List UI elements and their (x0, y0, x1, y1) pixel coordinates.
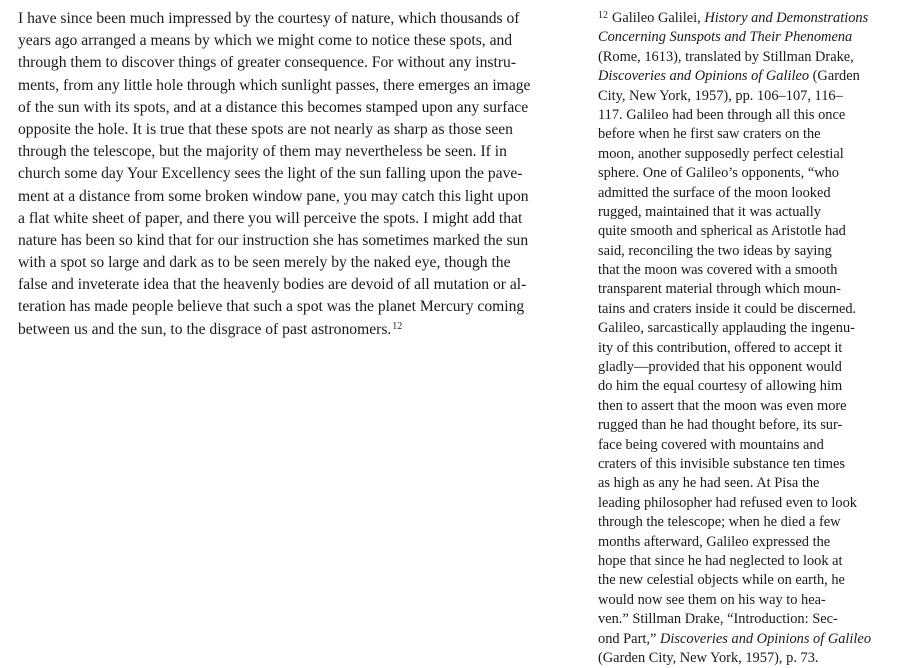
footnote-line: before when he first saw craters on the (598, 126, 821, 143)
footnote-segment: (Garden (809, 68, 860, 85)
footnote-line: said, reconciling the two ideas by saying (598, 242, 832, 259)
main-text-line: with a spot so large and dark as to be seen merely by the naked eye, though the (18, 254, 511, 272)
footnote-line: leading philosopher had refused even to look (598, 494, 857, 511)
main-text-column (18, 8, 566, 341)
footnote-line: face being covered with mountains and (598, 436, 824, 453)
footnote-line: City, New York, 1957), pp. 106–107, 116– (598, 87, 843, 104)
footnote-number: 12 (598, 10, 608, 21)
footnote-line: do him the equal courtesy of allowing him (598, 378, 843, 395)
footnote-reference[interactable]: 12 (392, 320, 403, 332)
footnote-line: rugged than he had thought before, its sur- (598, 417, 843, 434)
footnote-line (598, 28, 898, 47)
footnote-line: the new celestial objects while on earth, he (598, 572, 845, 589)
main-text-line: ments, from any little hole through which sunlight passes, there emerges an image (18, 76, 531, 94)
footnote-line: sphere. One of Galileo’s opponents, “who (598, 165, 839, 182)
footnote-line: months afterward, Galileo expressed the (598, 533, 831, 550)
main-text-line: ment at a distance from some broken window pane, you may catch this light upon (18, 187, 529, 205)
footnote-line: ity of this contribution, offered to accept it (598, 339, 843, 356)
footnote-book-title-italic: Discoveries and Opinions of Galileo (659, 630, 872, 647)
footnote-line-with-title (598, 630, 898, 649)
footnote-line: hope that since he had neglected to look at (598, 552, 843, 569)
main-text-line: between us and the sun, to the disgrace of past astronomers. (18, 320, 392, 338)
main-text-line: of the sun with its spots, and at a distance this becomes stamped upon any surface (18, 98, 529, 116)
footnote-title-italic: History and Demonstrations (704, 10, 869, 26)
main-text-line: opposite the hole. It is true that these spots are not nearly as sharp as those seen (18, 120, 513, 138)
footnote-line: transparent material through which moun- (598, 281, 841, 298)
footnote-segment: (Rome, 1613), translated by Stillman Drake, (598, 48, 854, 65)
main-text-line: years ago arranged a means by which we might come to notice these spots, and (18, 32, 513, 50)
main-text-line: nature has been so kind that for our instruction she has sometimes marked the sun (18, 231, 529, 249)
footnote-line: admitted the surface of the moon looked (598, 184, 831, 201)
footnote-segment: ond Part,” (598, 630, 657, 647)
footnote-line (598, 48, 898, 67)
footnote-line: craters of this invisible substance ten times (598, 455, 845, 472)
main-text-line: a flat white sheet of paper, and there you will perceive the spots. I might add that (18, 209, 523, 227)
footnote-title-italic: Concerning Sunspots and Their Phenomena (598, 29, 853, 46)
main-text-line: church some day Your Excellency sees the light of the sun falling upon the pave- (18, 165, 523, 183)
footnote-line: quite smooth and spherical as Aristotle had (598, 223, 846, 240)
main-text-last-line (18, 319, 566, 341)
main-text-line: teration has made people believe that such a spot was the planet Mercury coming (18, 298, 525, 316)
footnote-line: as high as any he had seen. At Pisa the (598, 475, 820, 492)
footnote-line: through the telescope; when he died a few (598, 514, 841, 531)
footnote-last-line: (Garden City, New York, 1957), p. 73. (598, 649, 819, 666)
footnote-line (598, 67, 898, 86)
footnote-line: gladly—provided that his opponent would (598, 359, 842, 376)
footnote-book-title-italic: Discoveries and Opinions of Galileo (598, 68, 810, 85)
footnote-line: moon, another supposedly perfect celestial (598, 145, 844, 162)
footnote-line: rugged, maintained that it was actually (598, 203, 821, 220)
main-text-line: false and inveterate idea that the heavenly bodies are devoid of all mutation or al- (18, 276, 527, 294)
footnote-line: tains and craters inside it could be discerned. (598, 300, 857, 317)
footnote-line: Galileo, sarcastically applauding the ingenu- (598, 320, 855, 337)
footnote-line: ven.” Stillman Drake, “Introduction: Sec- (598, 611, 838, 628)
footnote-column (598, 9, 898, 668)
main-text-line: through them to discover things of greater consequence. For without any instru- (18, 54, 517, 72)
footnote-line: that the moon was covered with a smooth (598, 262, 838, 279)
main-text-line: through the telescope, but the majority of them may nevertheless be seen. If in (18, 143, 507, 161)
footnote-first-line (598, 9, 898, 28)
footnote-line: 117. Galileo had been through all this once (598, 106, 846, 123)
footnote-line: then to assert that the moon was even more (598, 397, 847, 414)
main-text-line: I have since been much impressed by the courtesy of nature, which thousands of (18, 10, 520, 27)
footnote-segment: Galileo Galilei, (612, 10, 705, 26)
footnote-line: would now see them on his way to hea- (598, 591, 826, 608)
